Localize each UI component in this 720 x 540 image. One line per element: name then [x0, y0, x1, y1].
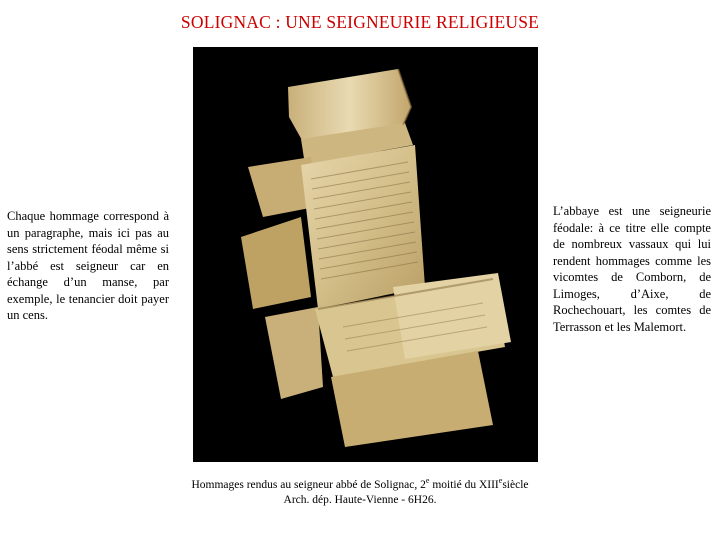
caption-line-2: Arch. dép. Haute-Vienne - 6H26. — [283, 494, 437, 506]
caption-text: moitié du XIII — [429, 479, 499, 491]
parchment-photo — [193, 47, 538, 462]
caption-superscript: e — [498, 476, 503, 486]
caption-line-1 — [180, 478, 540, 493]
right-paragraph: L’abbaye est une seigneurie féodale: à ce titre elle compte de nombreux vassaux qui lui rendent hommages comme les vicomtes de Comborn, de Limoges, d’Aixe, de Rochechouart, les comtes de Terrasson et les Malemort. — [553, 204, 711, 334]
left-paragraph: Chaque hommage correspond à un paragraphe, mais ici pas au sens strictement féodal même si l’abbé est seigneur car en échange d’un manse, par exemple, le tenancier doit payer un cens. — [7, 209, 169, 322]
page-title: SOLIGNAC : UNE SEIGNEURIE RELIGIEUSE — [180, 12, 540, 32]
parchment-scroll-image — [193, 47, 538, 462]
caption-superscript: e — [425, 476, 430, 486]
caption-text: siècle — [502, 479, 529, 491]
caption-text: Hommages rendus au seigneur abbé de Solignac, 2 — [191, 479, 426, 491]
image-caption — [180, 478, 540, 508]
